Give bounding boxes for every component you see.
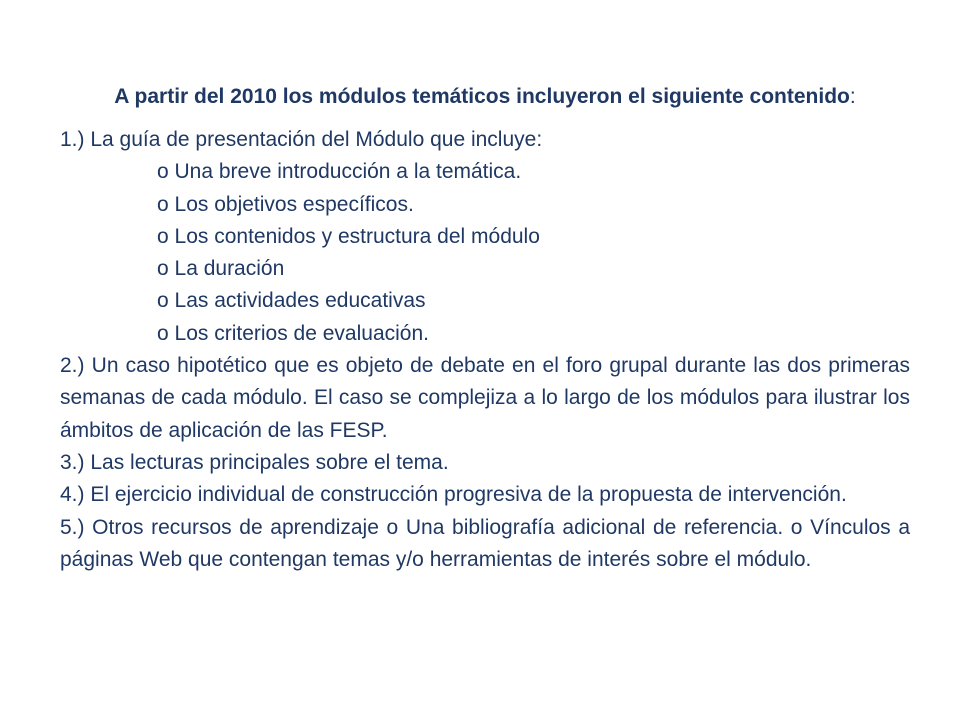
slide-title-colon: : <box>849 85 856 108</box>
sub-item-criterios: o Los criterios de evaluación. <box>157 321 429 345</box>
list-item-3: 3.) Las lecturas principales sobre el tema. <box>60 450 449 474</box>
slide-title-text: A partir del 2010 los módulos temáticos incluyeron el siguiente contenido <box>114 85 850 108</box>
list-item-4: 4.) El ejercicio individual de construcción progresiva de la propuesta de intervención. <box>60 483 847 507</box>
list-item-2: 2.) Un caso hipotético que es objeto de debate en el foro grupal durante las dos primeras semanas de cada módulo. El caso se complejiza a lo largo de los módulos para ilustrar los ámbitos de aplicación de las FESP. <box>60 354 910 442</box>
sub-item-duracion: o La duración <box>157 257 285 281</box>
sub-item-actividades: o Las actividades educativas <box>157 289 426 313</box>
list-item-5: 5.) Otros recursos de aprendizaje o Una bibliografía adicional de referencia. o Vínculos a páginas Web que contengan temas y/o herramientas de interés sobre el módulo. <box>60 515 910 571</box>
sub-item-objetivos: o Los objetivos específicos. <box>157 192 414 216</box>
list-item-1: 1.) La guía de presentación del Módulo que incluye: <box>60 128 543 151</box>
sub-item-contenidos: o Los contenidos y estructura del módulo <box>157 224 540 248</box>
sub-item-introduccion: o Una breve introducción a la temática. <box>157 160 522 184</box>
slide-content <box>60 124 910 576</box>
slide-title <box>60 82 910 112</box>
